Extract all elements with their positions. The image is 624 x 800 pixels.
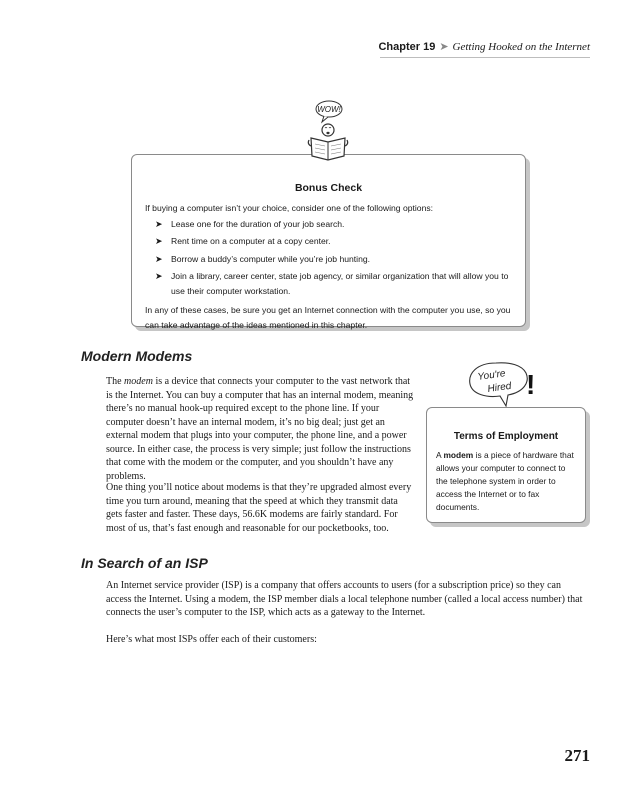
terms-definition: A modem is a piece of hardware that allows your computer to connect to the telephone system in order to access the Internet or to fax documents. [436, 450, 574, 512]
exclamation-text: ! [526, 369, 536, 400]
modem-paragraph-2: One thing you’ll notice about modems is that they’re upgraded almost every time you turn around, meaning that the speed at which they transmit data gets faster and faster. These days, 56.6K modems are fairly standard. For most of us, that’s fast enough and reasonable for our pocketbooks, too. [106, 482, 412, 534]
youre-text: You're [476, 368, 507, 383]
bonus-check-list [132, 217, 525, 299]
header-rule [380, 57, 590, 58]
running-header [378, 40, 590, 53]
bonus-check-title: Bonus Check [294, 182, 363, 194]
modem-paragraph-1: The modem is a device that connects your computer to the vast network that is the Internet. You can buy a computer that has an internal modem, meaning there’s no manual hook-up required except to the phone line. If your computer doesn’t have an internal modem, it’s no big deal; just get an external modem that plugs into your computer, the phone line, and a power source. In either case, the process is very simple; just follow the instructions that come with the modem or the computer, and you shouldn’t have any problems. [106, 376, 414, 482]
modem-term: modem [124, 376, 153, 387]
wow-text: WOW! [317, 105, 341, 114]
arrow-bullet-icon: ➤ [155, 219, 163, 229]
arrow-icon: ➤ [439, 41, 449, 53]
list-item: ➤ Borrow a buddy’s computer while you’re job hunting. [155, 252, 525, 267]
section-heading-modern-modems: Modern Modems [81, 348, 193, 364]
terms-of-employment-box [426, 407, 586, 523]
list-item: ➤ Rent time on a computer at a copy center. [155, 234, 525, 249]
page-number: 271 [564, 746, 590, 765]
list-item: ➤ Lease one for the duration of your job search. [155, 217, 525, 232]
arrow-bullet-icon: ➤ [155, 270, 163, 281]
arrow-bullet-icon: ➤ [155, 253, 163, 264]
youre-hired-icon [466, 360, 541, 410]
terms-term: modem [443, 450, 474, 460]
wow-reader-icon [303, 98, 353, 164]
isp-paragraph-1: An Internet service provider (ISP) is a company that offers accounts to users (for a subscription price) so they can access the Internet. Using a modem, the ISP member dials a local telephone number (called a local access number) that connects the user’s computer to the ISP, which acts as a gateway to the Internet. [106, 580, 583, 618]
hired-text: Hired [486, 380, 513, 395]
chapter-label: Chapter 19 [378, 41, 436, 53]
list-item: ➤ Join a library, career center, state job agency, or similar organization that will allow you to use their computer workstation. [155, 270, 509, 296]
bonus-check-box [131, 154, 526, 330]
bonus-check-outro: In any of these cases, be sure you get an Internet connection with the computer you use, so you can take advantage of the ideas mentioned in this chapter. [145, 304, 511, 330]
section-heading-isp: In Search of an ISP [81, 555, 208, 571]
section-title: Getting Hooked on the Internet [452, 41, 590, 53]
bonus-check-intro: If buying a computer isn’t your choice, consider one of the following options: [145, 203, 434, 213]
isp-paragraph-2: Here’s what most ISPs offer each of their customers: [106, 634, 317, 645]
arrow-bullet-icon: ➤ [155, 236, 163, 247]
terms-title: Terms of Employment [453, 431, 559, 442]
